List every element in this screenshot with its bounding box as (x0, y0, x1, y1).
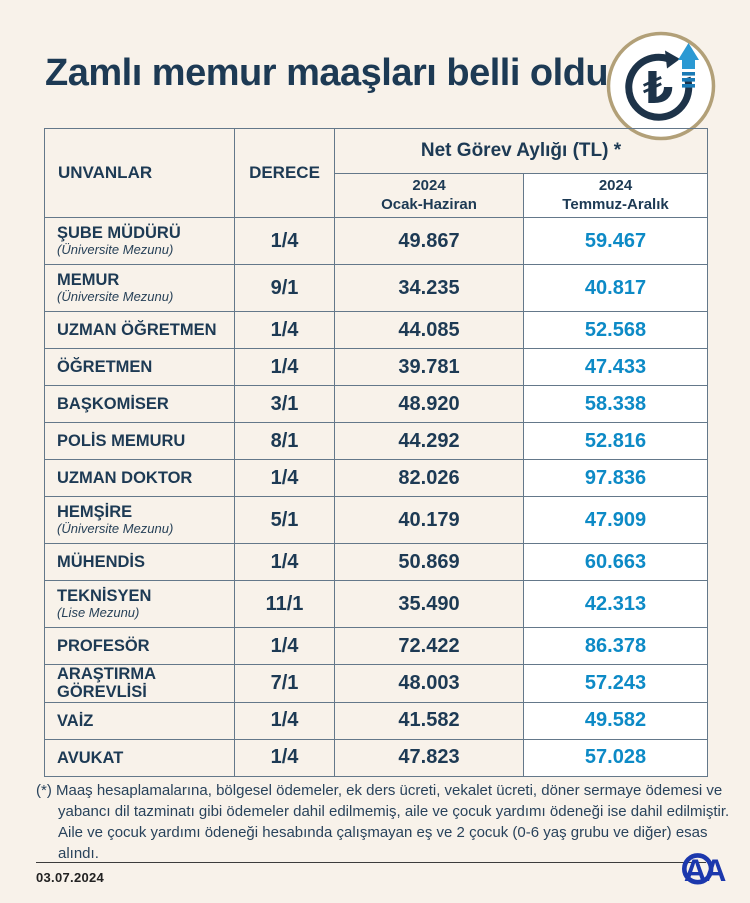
job-title: ARAŞTIRMA GÖREVLİSİ (57, 665, 156, 702)
derece-cell: 1/4 (235, 702, 335, 739)
job-title: UZMAN ÖĞRETMEN (57, 320, 217, 339)
publication-date: 03.07.2024 (36, 870, 105, 885)
job-title-cell (45, 544, 235, 581)
salary-old-cell: 41.582 (335, 702, 524, 739)
table-row (45, 218, 708, 265)
salary-new-cell: 57.243 (524, 665, 708, 703)
job-title: ŞUBE MÜDÜRÜ (57, 224, 181, 243)
salary-old-cell: 49.867 (335, 218, 524, 265)
lira-badge-svg (605, 30, 717, 142)
salary-new-cell: 57.028 (524, 739, 708, 776)
anadolu-agency-logo (682, 843, 730, 891)
salary-old-cell: 44.085 (335, 312, 524, 349)
job-title: POLİS MEMURU (57, 431, 186, 450)
job-title-cell (45, 312, 235, 349)
table-row (45, 312, 708, 349)
salary-old-cell: 47.823 (335, 739, 524, 776)
salary-new-cell: 47.909 (524, 497, 708, 544)
salary-old-cell: 72.422 (335, 628, 524, 665)
table-row (45, 581, 708, 628)
job-title-cell (45, 497, 235, 544)
derece-cell: 11/1 (235, 581, 335, 628)
job-title: ÖĞRETMEN (57, 357, 153, 376)
footer-divider (36, 862, 706, 863)
salary-old-cell: 40.179 (335, 497, 524, 544)
job-title: UZMAN DOKTOR (57, 468, 193, 487)
job-title: HEMŞİRE (57, 503, 133, 522)
salary-new-cell: 49.582 (524, 702, 708, 739)
old-period-year: 2024 (412, 176, 446, 194)
job-title-cell (45, 265, 235, 312)
job-title: VAİZ (57, 711, 94, 730)
table-row (45, 739, 708, 776)
lira-circle-increase-icon (605, 30, 717, 142)
salary-old-cell: 44.292 (335, 423, 524, 460)
page-title: Zamlı memur maaşları belli oldu (45, 52, 609, 94)
table-row (45, 386, 708, 423)
new-period-label: Temmuz-Aralık (562, 195, 669, 213)
job-title-cell (45, 349, 235, 386)
col-header-derece: DERECE (235, 129, 335, 218)
derece-cell: 1/4 (235, 312, 335, 349)
table-row (45, 665, 708, 703)
salary-table-grid (44, 128, 708, 777)
col-header-temmuz-aralik (524, 174, 708, 218)
job-title-cell (45, 628, 235, 665)
table-row (45, 423, 708, 460)
job-title: BAŞKOMİSER (57, 394, 169, 413)
new-period-year: 2024 (598, 176, 633, 194)
job-title-cell (45, 665, 235, 703)
derece-cell: 9/1 (235, 265, 335, 312)
derece-cell: 5/1 (235, 497, 335, 544)
job-title-cell (45, 423, 235, 460)
svg-text:₺: ₺ (642, 63, 674, 114)
derece-cell: 1/4 (235, 544, 335, 581)
salary-old-cell: 82.026 (335, 460, 524, 497)
table-row (45, 460, 708, 497)
salary-new-cell: 52.816 (524, 423, 708, 460)
salary-old-cell: 48.003 (335, 665, 524, 703)
derece-cell: 8/1 (235, 423, 335, 460)
job-title-cell (45, 460, 235, 497)
job-title: AVUKAT (57, 748, 124, 767)
derece-cell: 1/4 (235, 218, 335, 265)
job-subtitle: (Üniversite Mezunu) (57, 288, 174, 304)
svg-text:AA: AA (683, 852, 724, 888)
old-period-label: Ocak-Haziran (381, 195, 477, 213)
job-title-cell (45, 702, 235, 739)
salary-table-body (45, 218, 708, 777)
derece-cell: 1/4 (235, 739, 335, 776)
job-title: MÜHENDİS (57, 552, 146, 571)
salary-table (44, 128, 707, 777)
salary-new-cell: 58.338 (524, 386, 708, 423)
salary-new-cell: 59.467 (524, 218, 708, 265)
table-row (45, 265, 708, 312)
derece-cell: 3/1 (235, 386, 335, 423)
salary-new-cell: 40.817 (524, 265, 708, 312)
aa-logo-svg (682, 843, 730, 891)
job-title: TEKNİSYEN (57, 587, 152, 606)
salary-new-cell: 52.568 (524, 312, 708, 349)
table-row (45, 628, 708, 665)
col-header-unvanlar: UNVANLAR (45, 129, 235, 218)
job-subtitle: (Üniversite Mezunu) (57, 241, 174, 257)
derece-cell: 1/4 (235, 349, 335, 386)
salary-old-cell: 50.869 (335, 544, 524, 581)
salary-new-cell: 97.836 (524, 460, 708, 497)
table-row (45, 349, 708, 386)
header-row-1 (45, 129, 708, 174)
derece-cell: 1/4 (235, 460, 335, 497)
derece-cell: 7/1 (235, 665, 335, 703)
salary-new-cell: 60.663 (524, 544, 708, 581)
salary-new-cell: 86.378 (524, 628, 708, 665)
job-title-cell (45, 739, 235, 776)
footnote-text: (*) Maaş hesaplamalarına, bölgesel ödemeler, ek ders ücreti, vekalet ücreti, döner sermaye ödemesi ve yabancı dil tazminatı gibi ödemeler dahil edilmemiş, aile ve çocuk yardımı ödeneği ise dahil edilmiştir. Aile ve çocuk yardımı ödeneği hesabında çalışmayan eş ve 2 çocuk (0-6 yaş grubu ve diğer) esas alındı. (36, 782, 730, 862)
salary-new-cell: 42.313 (524, 581, 708, 628)
job-title-cell (45, 386, 235, 423)
salary-old-cell: 48.920 (335, 386, 524, 423)
job-title-cell (45, 218, 235, 265)
job-title: MEMUR (57, 271, 120, 290)
salary-new-cell: 47.433 (524, 349, 708, 386)
table-row (45, 497, 708, 544)
job-title: PROFESÖR (57, 636, 150, 655)
col-header-net-gorev: Net Görev Aylığı (TL) * (335, 129, 708, 174)
table-row (45, 544, 708, 581)
derece-cell: 1/4 (235, 628, 335, 665)
col-header-ocak-haziran (335, 174, 524, 218)
job-title-cell (45, 581, 235, 628)
salary-old-cell: 34.235 (335, 265, 524, 312)
salary-old-cell: 35.490 (335, 581, 524, 628)
job-subtitle: (Üniversite Mezunu) (57, 520, 174, 536)
job-subtitle: (Lise Mezunu) (57, 604, 140, 620)
salary-old-cell: 39.781 (335, 349, 524, 386)
table-row (45, 702, 708, 739)
